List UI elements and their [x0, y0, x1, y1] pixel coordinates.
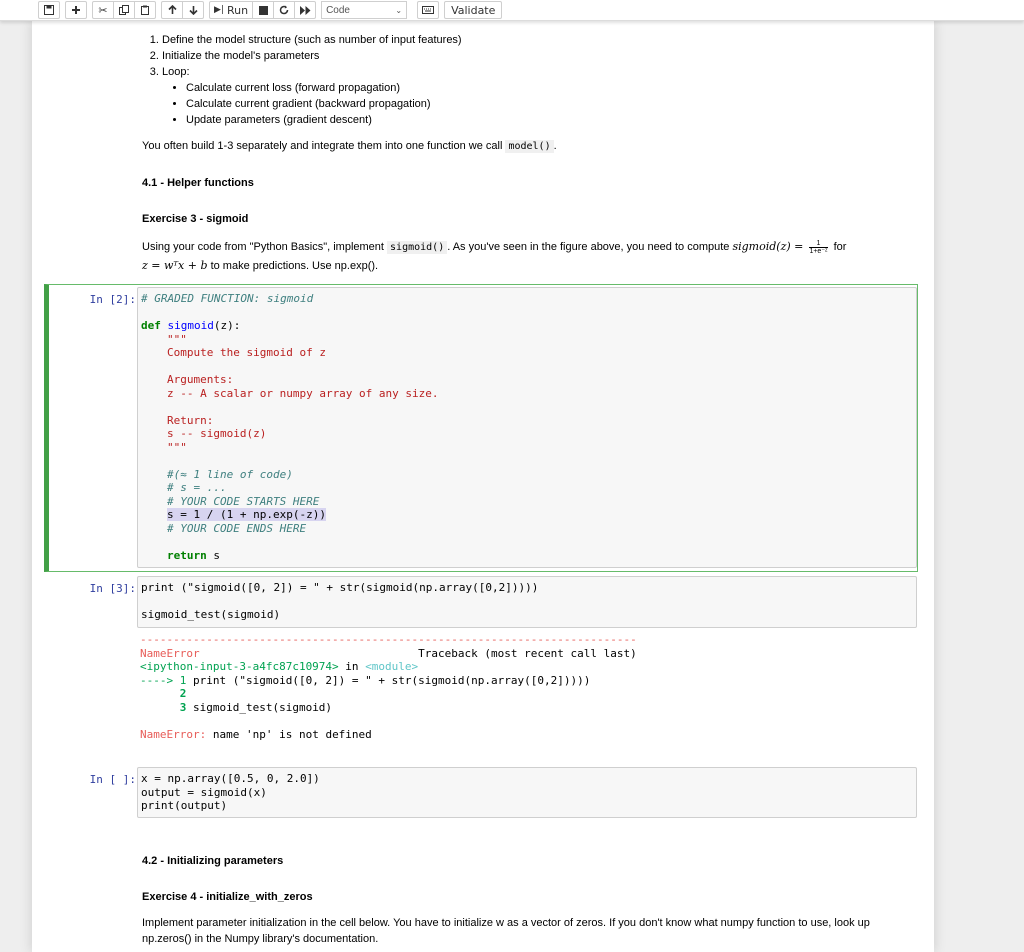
restart-run-all-icon[interactable] — [294, 1, 316, 19]
cut-icon[interactable]: ✂ — [92, 1, 114, 19]
highlighted-code: s = 1 / (1 + np.exp(-z)) — [167, 508, 326, 521]
code-line: print(output) — [141, 799, 228, 812]
exercise4-heading: Exercise 4 - initialize_with_zeros — [142, 891, 313, 903]
paste-icon[interactable] — [134, 1, 156, 19]
error-name: NameError: — [140, 727, 207, 741]
code-editor[interactable] — [137, 767, 917, 818]
code-line: output = sigmoid(x) — [141, 785, 267, 799]
code-line — [141, 508, 913, 522]
exercise3-description — [142, 238, 902, 275]
code-cell-sigmoid[interactable] — [44, 284, 918, 572]
code-line: z -- A scalar or numpy array of any size. — [167, 386, 439, 400]
linear-formula: z = wᵀx + b — [142, 259, 208, 272]
traceback-arrow: ----> 1 — [140, 673, 187, 687]
output-line — [140, 647, 920, 661]
code-line: Arguments: — [167, 373, 234, 386]
stop-icon[interactable] — [252, 1, 274, 19]
output-line: 2 — [140, 687, 187, 700]
note-suffix: . — [553, 140, 557, 152]
error-output — [140, 633, 920, 741]
traceback-code: sigmoid_test(sigmoid) — [186, 700, 333, 714]
cell-prompt: In [2]: — [89, 293, 136, 306]
desc-text: . As you've seen in the figure above, you need to compute — [447, 241, 730, 253]
cell-prompt: In [ ]: — [89, 773, 136, 786]
run-icon: ▶︎| — [214, 5, 224, 15]
chevron-down-icon: ⌄ — [395, 5, 403, 15]
run-button[interactable] — [209, 1, 253, 19]
steps-list — [142, 32, 462, 128]
code-line: # s = ... — [167, 481, 227, 494]
code-line: # YOUR CODE STARTS HERE — [167, 494, 320, 508]
code-line: Compute the sigmoid of z — [167, 346, 326, 359]
save-icon[interactable] — [38, 1, 60, 19]
code-line: sigmoid_test(sigmoid) — [141, 608, 281, 621]
exercise3-heading: Exercise 3 - sigmoid — [142, 213, 249, 225]
section-heading-helper: 4.1 - Helper functions — [142, 177, 254, 189]
code-cell-test[interactable] — [44, 576, 918, 756]
signature: (z): — [213, 319, 241, 332]
code-line: s -- sigmoid(z) — [167, 427, 267, 440]
function-name: sigmoid — [167, 319, 214, 332]
cell-type-value: Code — [326, 4, 350, 16]
error-message: name 'np' is not defined — [206, 727, 372, 741]
note-text: You often build 1-3 separately and integrate them into one function we call — [142, 140, 503, 152]
return-value: s — [206, 548, 220, 562]
inline-code: model() — [505, 140, 553, 153]
code-line: """ — [167, 332, 187, 346]
code-line — [141, 319, 913, 333]
output-line — [140, 728, 920, 742]
list-item-label: Loop: — [162, 66, 190, 78]
list-item: • Calculate current gradient (backward propagation) — [186, 96, 462, 112]
move-down-icon[interactable] — [182, 1, 204, 19]
code-line: # GRADED FUNCTION: sigmoid — [141, 292, 314, 305]
code-line: # YOUR CODE ENDS HERE — [167, 521, 307, 535]
move-up-icon[interactable] — [161, 1, 183, 19]
copy-icon[interactable] — [113, 1, 135, 19]
traceback-location: <ipython-input-3-a4fc87c10974> — [140, 660, 339, 673]
code-line: x = np.array([0.5, 0, 2.0]) — [141, 772, 320, 785]
notebook-page — [32, 21, 934, 952]
list-item — [162, 64, 462, 128]
validate-button[interactable] — [444, 1, 502, 19]
markdown-steps — [142, 32, 462, 128]
code-cell-sigmoid-example[interactable] — [44, 767, 918, 819]
sigmoid-formula: sigmoid(z) = — [732, 240, 804, 253]
desc-text: to make predictions. Use np.exp(). — [210, 260, 379, 272]
code-line: #(≈ 1 line of code) — [167, 467, 293, 481]
traceback-module: <module> — [365, 660, 419, 673]
fraction-denominator: 1+e⁻ᶻ — [809, 247, 828, 255]
desc-text: np.zeros() in the Numpy library's documentation. — [142, 933, 379, 945]
keyword: return — [167, 548, 207, 562]
line-number: 3 — [140, 700, 187, 714]
list-item: • Calculate current loss (forward propagation) — [186, 80, 462, 96]
traceback-code: print ("sigmoid([0, 2]) = " + str(sigmoid(np.array([0,2])))) — [186, 673, 591, 687]
steps-note — [142, 138, 557, 155]
code-line — [141, 549, 913, 563]
list-item: • Update parameters (gradient descent) — [186, 112, 462, 128]
inline-code: sigmoid() — [387, 241, 447, 254]
keyword: def — [141, 319, 161, 332]
code-editor[interactable] — [137, 287, 917, 568]
loop-substeps — [162, 80, 462, 128]
fraction-numerator: 1 — [809, 240, 827, 248]
desc-text: for — [833, 241, 847, 253]
code-line: print ("sigmoid([0, 2]) = " + str(sigmoid(np.array([0,2])))) — [141, 581, 539, 594]
output-line — [140, 674, 920, 688]
traceback-label: Traceback (most recent call last) — [199, 646, 637, 660]
restart-icon[interactable] — [273, 1, 295, 19]
validate-label: Validate — [451, 3, 496, 17]
traceback-in: in — [338, 660, 366, 673]
code-line: Return: — [167, 413, 214, 427]
list-item: 1. Define the model structure (such as number of input features) — [162, 32, 462, 48]
cell-type-select[interactable] — [321, 1, 407, 19]
sigmoid-fraction — [809, 240, 827, 255]
output-line — [140, 701, 920, 715]
run-label: Run — [226, 3, 249, 17]
code-editor[interactable] — [137, 576, 917, 628]
output-line: --------------------------------------------------------------------------- — [140, 633, 637, 646]
keyboard-icon[interactable] — [417, 1, 439, 19]
exercise4-description — [142, 915, 902, 947]
output-line — [140, 660, 920, 674]
insert-cell-icon[interactable] — [65, 1, 87, 19]
error-name: NameError — [140, 646, 200, 660]
code-line: """ — [167, 440, 187, 454]
list-item: 2. Initialize the model's parameters — [162, 48, 462, 64]
cell-prompt: In [3]: — [89, 582, 136, 595]
notebook-toolbar — [0, 0, 1024, 21]
desc-text: Using your code from "Python Basics", implement — [142, 241, 384, 253]
section-heading-init: 4.2 - Initializing parameters — [142, 855, 284, 867]
desc-text: Implement parameter initialization in the cell below. You have to initialize w as a vector of zeros. If you don't know what numpy function to use, look up — [142, 917, 870, 929]
